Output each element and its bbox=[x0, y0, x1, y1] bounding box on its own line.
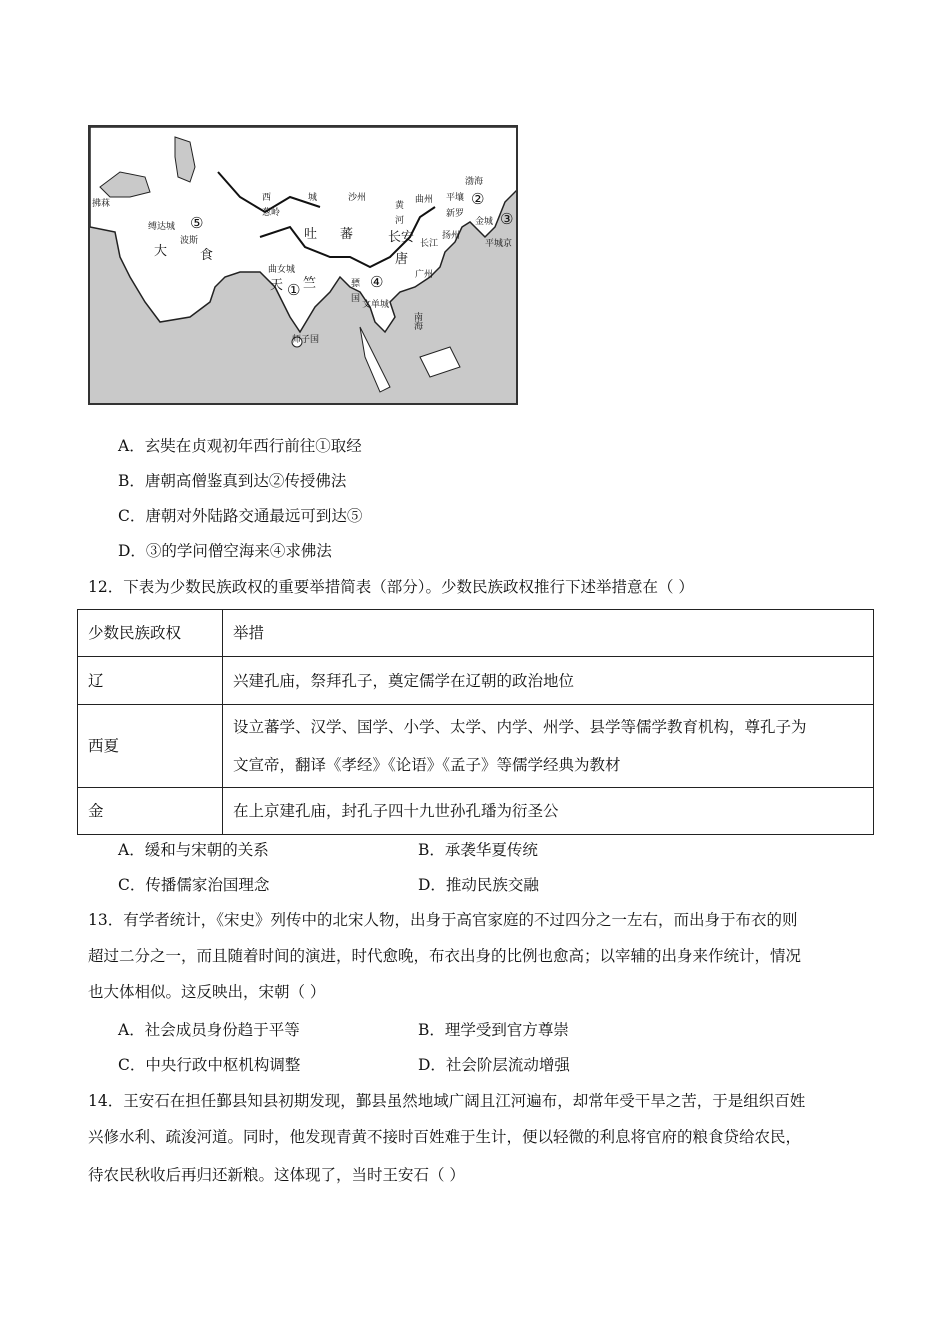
cell-line: 设立蕃学、汉学、国学、小学、太学、内学、州学、县学等儒学教育机构，尊孔子为 bbox=[233, 718, 807, 736]
map-label: 西 bbox=[262, 193, 272, 203]
map-label: 吐 bbox=[304, 227, 318, 242]
map-marker-4: ④ bbox=[370, 273, 384, 291]
map-label: 平城京 bbox=[485, 239, 513, 249]
map-label: 广州 bbox=[415, 270, 434, 280]
q14-stem-line: 待农民秋收后再归还新粮。这体现了，当时王安石（ ） bbox=[88, 1166, 465, 1184]
table-cell: 西夏 bbox=[78, 705, 223, 788]
map-label: 师子国 bbox=[292, 335, 320, 345]
map-label: 葱岭 bbox=[262, 208, 281, 218]
table-cell bbox=[223, 705, 874, 788]
map-label: 扬州 bbox=[442, 231, 461, 241]
table-cell: 在上京建孔庙，封孔子四十九世孙孔璠为衍圣公 bbox=[223, 788, 874, 835]
table-row bbox=[78, 788, 874, 835]
table-cell: 兴建孔庙，祭拜孔子，奠定儒学在辽朝的政治地位 bbox=[223, 657, 874, 705]
q11-option-b[interactable]: B．唐朝高僧鉴真到达②传授佛法 bbox=[118, 472, 347, 490]
map-label: 南海 bbox=[412, 312, 422, 330]
header-cell: 少数民族政权 bbox=[78, 610, 223, 657]
q13-option-a[interactable]: A．社会成员身份趋于平等 bbox=[118, 1021, 300, 1039]
map-label: 长安 bbox=[388, 230, 415, 245]
map-label: 缚达城 bbox=[148, 222, 176, 232]
map-label: 竺 bbox=[303, 276, 317, 291]
q13-stem-line: 超过二分之一，而且随着时间的演进，时代愈晚，布衣出身的比例也愈高；以宰辅的出身来作统计，情况 bbox=[88, 947, 802, 965]
map-marker-3: ③ bbox=[500, 210, 514, 228]
q13-stem-line: 也大体相似。这反映出，宋朝（ ） bbox=[88, 983, 326, 1001]
map-label: 新罗 bbox=[446, 209, 465, 219]
map-label: 波斯 bbox=[180, 236, 199, 246]
map-label: 城 bbox=[308, 193, 318, 203]
q13-stem-line: 13．有学者统计，《宋史》列传中的北宋人物，出身于高官家庭的不过四分之一左右，而出身于布衣的则 bbox=[88, 911, 798, 929]
map-label: 天 bbox=[270, 278, 284, 293]
map-label: 长江 bbox=[420, 239, 439, 249]
table-row bbox=[78, 657, 874, 705]
map-label: 大 bbox=[154, 244, 168, 259]
q12-option-d[interactable]: D．推动民族交融 bbox=[418, 876, 539, 894]
q11-option-c[interactable]: C．唐朝对外陆路交通最远可到达⑤ bbox=[118, 507, 363, 525]
table-cell: 辽 bbox=[78, 657, 223, 705]
map-label: 金城 bbox=[475, 217, 494, 227]
map-label: 食 bbox=[200, 248, 214, 263]
q14-stem-line: 14．王安石在担任鄞县知县初期发现，鄞县虽然地域广阔且江河遍布，却常年受干旱之苦，于是组织百姓 bbox=[88, 1092, 806, 1110]
map-label: 唐 bbox=[395, 252, 409, 267]
map-label: 渤海 bbox=[465, 177, 484, 187]
map-label: 曲州 bbox=[415, 195, 434, 205]
map-label: 曲女城 bbox=[268, 265, 296, 275]
q12-option-b[interactable]: B．承袭华夏传统 bbox=[418, 841, 538, 859]
map-label: 平壤 bbox=[446, 193, 465, 203]
map-label: 骠 bbox=[351, 279, 361, 289]
table-cell: 金 bbox=[78, 788, 223, 835]
cell-line: 文宣帝，翻译《孝经》《论语》《孟子》等儒学经典为教材 bbox=[233, 756, 621, 774]
map-label: 拂菻 bbox=[92, 199, 111, 209]
q12-option-c[interactable]: C．传播儒家治国理念 bbox=[118, 876, 270, 894]
map-drawing bbox=[90, 127, 518, 405]
q14-stem-line: 兴修水利、疏浚河道。同时，他发现青黄不接时百姓难于生计，便以轻微的利息将官府的粮食贷给农民， bbox=[88, 1128, 802, 1146]
map-label: 国 bbox=[351, 294, 361, 304]
q13-option-c[interactable]: C．中央行政中枢机构调整 bbox=[118, 1056, 301, 1074]
map-label: 河 bbox=[395, 216, 405, 226]
q11-option-d[interactable]: D．③的学问僧空海来④求佛法 bbox=[118, 542, 332, 560]
q13-option-b[interactable]: B．理学受到官方尊崇 bbox=[418, 1021, 569, 1039]
tang-dynasty-map bbox=[88, 125, 518, 405]
q12-stem: 12．下表为少数民族政权的重要举措简表（部分）。少数民族政权推行下述举措意在（ ） bbox=[88, 578, 694, 596]
q13-option-d[interactable]: D．社会阶层流动增强 bbox=[418, 1056, 570, 1074]
map-label: 黄 bbox=[395, 201, 405, 211]
q11-option-a[interactable]: A．玄奘在贞观初年西行前往①取经 bbox=[118, 437, 362, 455]
table-row bbox=[78, 705, 874, 788]
header-cell: 举措 bbox=[223, 610, 874, 657]
map-label: 蕃 bbox=[340, 227, 354, 242]
map-marker-1: ① bbox=[287, 281, 301, 299]
map-marker-5: ⑤ bbox=[190, 214, 204, 232]
table-header-row bbox=[78, 610, 874, 657]
map-marker-2: ② bbox=[471, 190, 485, 208]
q12-table bbox=[77, 609, 874, 835]
map-label: 文单城 bbox=[362, 300, 390, 310]
q12-option-a[interactable]: A．缓和与宋朝的关系 bbox=[118, 841, 269, 859]
map-label: 沙州 bbox=[348, 193, 367, 203]
